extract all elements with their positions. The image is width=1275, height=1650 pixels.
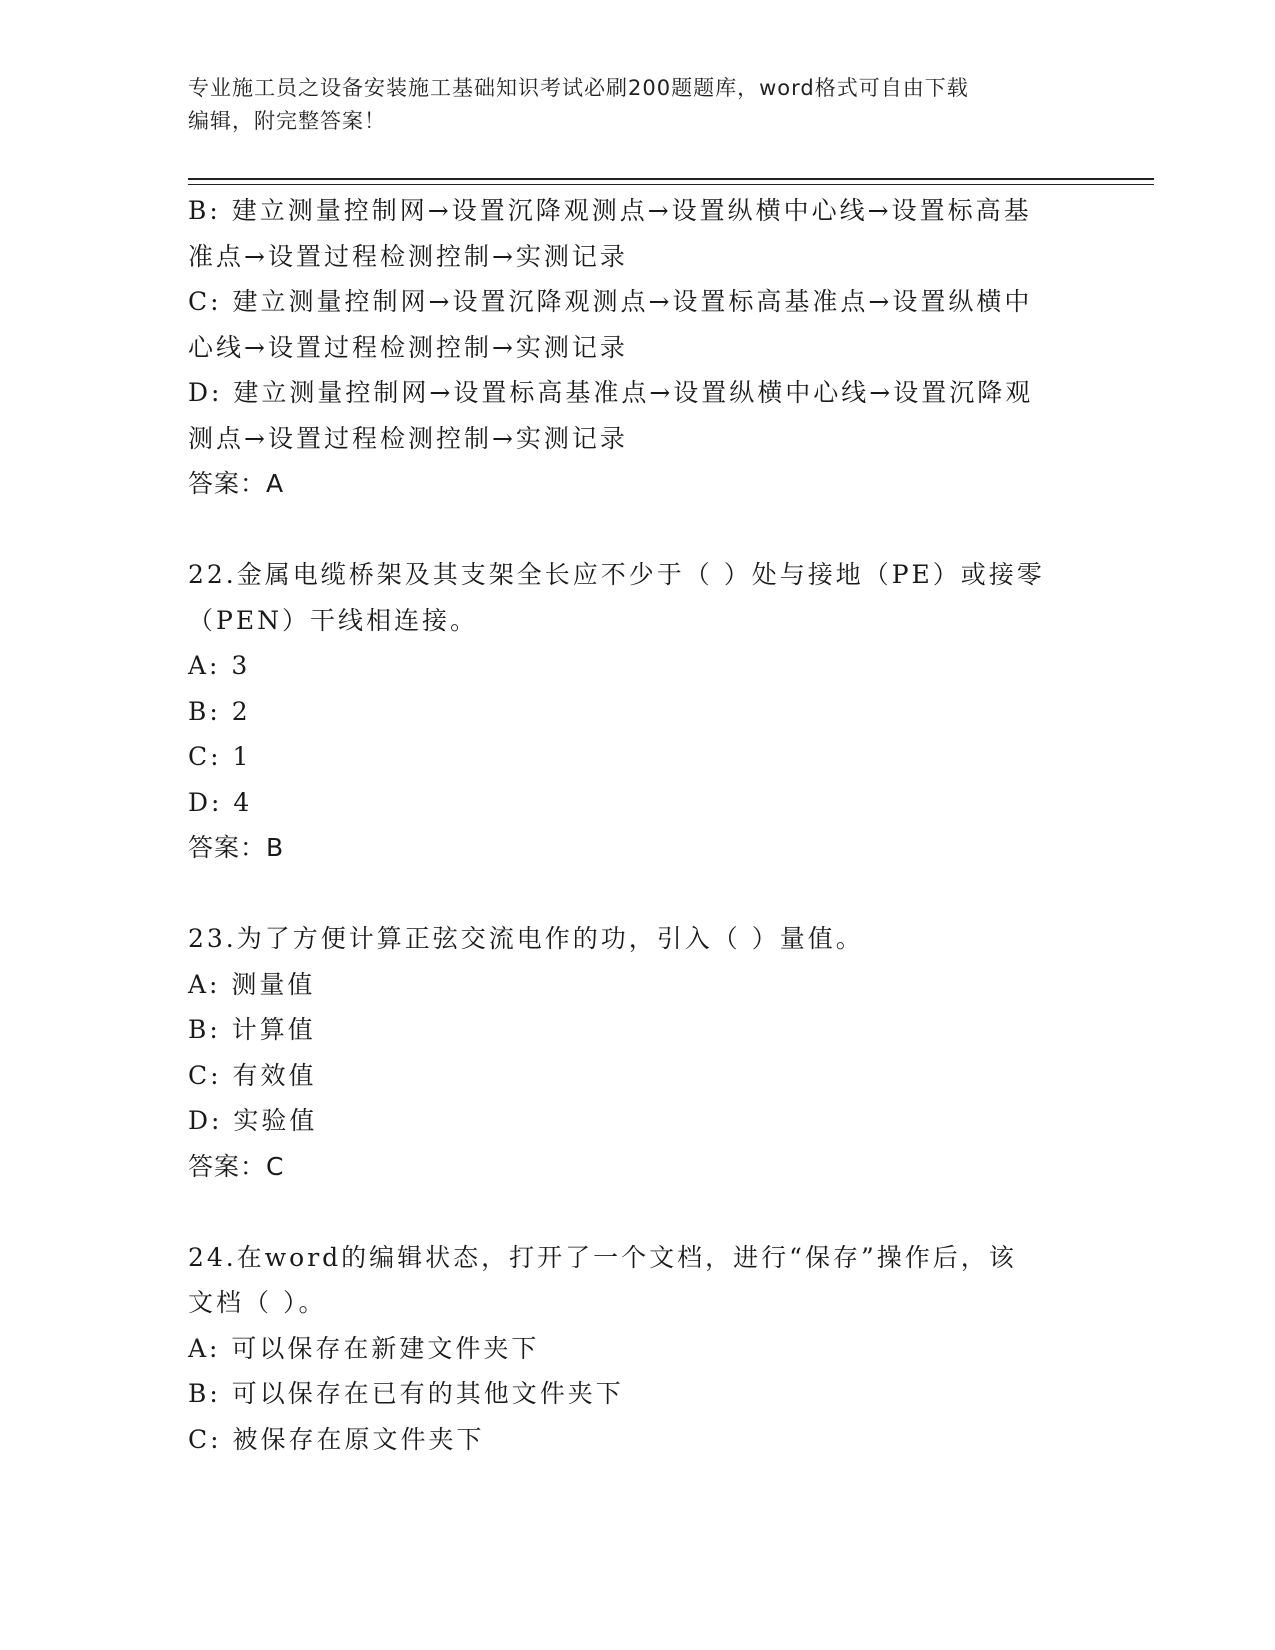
question-22-stem-line-1: 22.金属电缆桥架及其支架全长应不少于（ ）处与接地（PE）或接零 [188,560,1045,589]
answer-21: 答案：A [188,469,285,498]
question-23 [188,916,1088,1189]
question-22-stem-line-2: （PEN）干线相连接。 [188,605,478,635]
question-22-option-a: A: 3 [188,651,251,680]
header-title-line-2: 编辑，附完整答案！ [188,109,386,133]
option-b-line-1: B: 建立测量控制网→设置沉降观测点→设置纵横中心线→设置标高基 [188,196,1032,225]
question-24-option-c: C: 被保存在原文件夹下 [188,1424,485,1454]
option-c-line-2: 心线→设置过程检测控制→实测记录 [188,332,628,362]
spacer [188,1189,1088,1235]
question-24-option-b: B: 可以保存在已有的其他文件夹下 [188,1379,624,1408]
document-body [188,188,1088,1462]
question-23-option-b: B: 计算值 [188,1015,316,1044]
header-divider-thick [188,178,1154,180]
option-b-line-2: 准点→设置过程检测控制→实测记录 [188,241,628,271]
question-21-continued [188,188,1088,507]
question-23-option-c: C: 有效值 [188,1060,317,1090]
question-24 [188,1235,1088,1463]
spacer [188,871,1088,917]
option-c-line-1: C: 建立测量控制网→设置沉降观测点→设置标高基准点→设置纵横中 [188,287,1033,316]
question-22 [188,552,1088,871]
spacer [188,507,1088,553]
header-title-line-1: 专业施工员之设备安装施工基础知识考试必刷200题题库，word格式可自由下载 [188,76,969,100]
question-23-option-a: A: 测量值 [188,969,316,999]
question-22-option-c: C: 1 [188,742,252,771]
document-header [188,72,1078,138]
question-22-option-b: B: 2 [188,696,251,726]
option-d-line-2: 测点→设置过程检测控制→实测记录 [188,423,628,453]
question-23-option-d: D: 实验值 [188,1106,318,1135]
option-d-line-1: D: 建立测量控制网→设置标高基准点→设置纵横中心线→设置沉降观 [188,378,1034,407]
answer-22: 答案：B [188,833,285,862]
answer-23: 答案：C [188,1151,285,1181]
question-22-option-d: D: 4 [188,787,253,817]
header-divider-thin [188,184,1154,185]
question-24-option-a: A: 可以保存在新建文件夹下 [188,1333,540,1363]
question-24-stem-line-2: 文档（ ）。 [188,1288,327,1317]
question-24-stem-line-1: 24.在word的编辑状态，打开了一个文档，进行“保存”操作后，该 [188,1242,1017,1272]
question-23-stem-line-1: 23.为了方便计算正弦交流电作的功，引入（ ）量值。 [188,924,864,953]
